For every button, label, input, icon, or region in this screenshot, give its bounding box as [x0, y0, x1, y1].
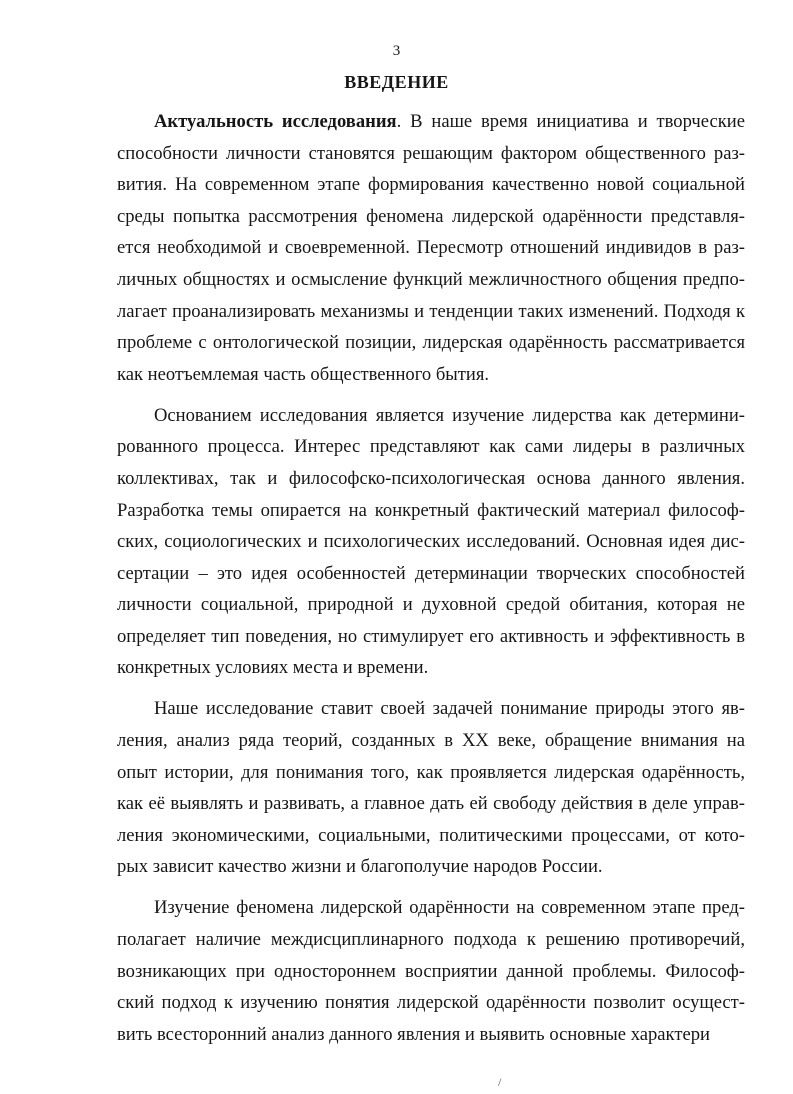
scan-speck: /: [498, 1075, 502, 1089]
paragraph-text: Изучение феномена лидерской одарённости на современном этапе предполагает наличие междисциплинарного подхода к решению противоречий, возникающих при одностороннем восприятии данной проблемы. Философский подход к изучению понятия лидерской одарённости позволит осуществить всесторонний анализ данного явления и выявить основные характери: [117, 897, 745, 1045]
paragraph-lead: Актуальность исследования: [154, 111, 397, 132]
section-title: ВВЕДЕНИЕ: [344, 72, 449, 92]
paragraph-approach: [117, 892, 745, 1050]
paragraph-objective: [117, 693, 745, 883]
paragraph-text: Наше исследование ставит своей задачей понимание природы этого явления, анализ ряда теорий, созданных в XX веке, обращение внимания на опыт истории, для понимания того, как проявляется лидерская одарённость, как её выявлять и развивать, а главное дать ей свободу действия в деле управления экономическими, социальными, политическими процессами, от которых зависит качество жизни и благополучие народов России.: [117, 698, 745, 878]
paragraph-text: Основанием исследования является изучение лидерства как детерминированного процесса. Интерес представляют как сами лидеры в различных коллективах, так и философско-психологическая основа данного явления. Разработка темы опирается на конкретный фактический материал философских, социологических и психологических исследований. Основная идея диссертации – это идея особенностей детерминации творческих способностей личности социальной, природной и духовной средой обитания, которая не определяет тип поведения, но стимулирует его активность и эффективность в конкретных условиях места и времени.: [117, 404, 745, 679]
paragraph-basis: [117, 400, 745, 684]
body-text: [117, 106, 745, 1050]
page-number: 3: [392, 43, 401, 59]
paragraph-relevance: [117, 106, 745, 390]
paragraph-text: . В наше время инициатива и творческие способности личности становятся решающим фактором общественного развития. На современном этапе формирования качественно новой социальной среды попытка рассмотрения феномена лидерской одарённости представляется необходимой и своевременной. Пересмотр отношений индивидов в различных общностях и осмысление функций межличностного общения предполагает проанализировать механизмы и тенденции таких изменений. Подходя к проблеме с онтологической позиции, лидерская одарённость рассматривается как неотъемлемая часть общественного бытия.: [117, 111, 745, 385]
